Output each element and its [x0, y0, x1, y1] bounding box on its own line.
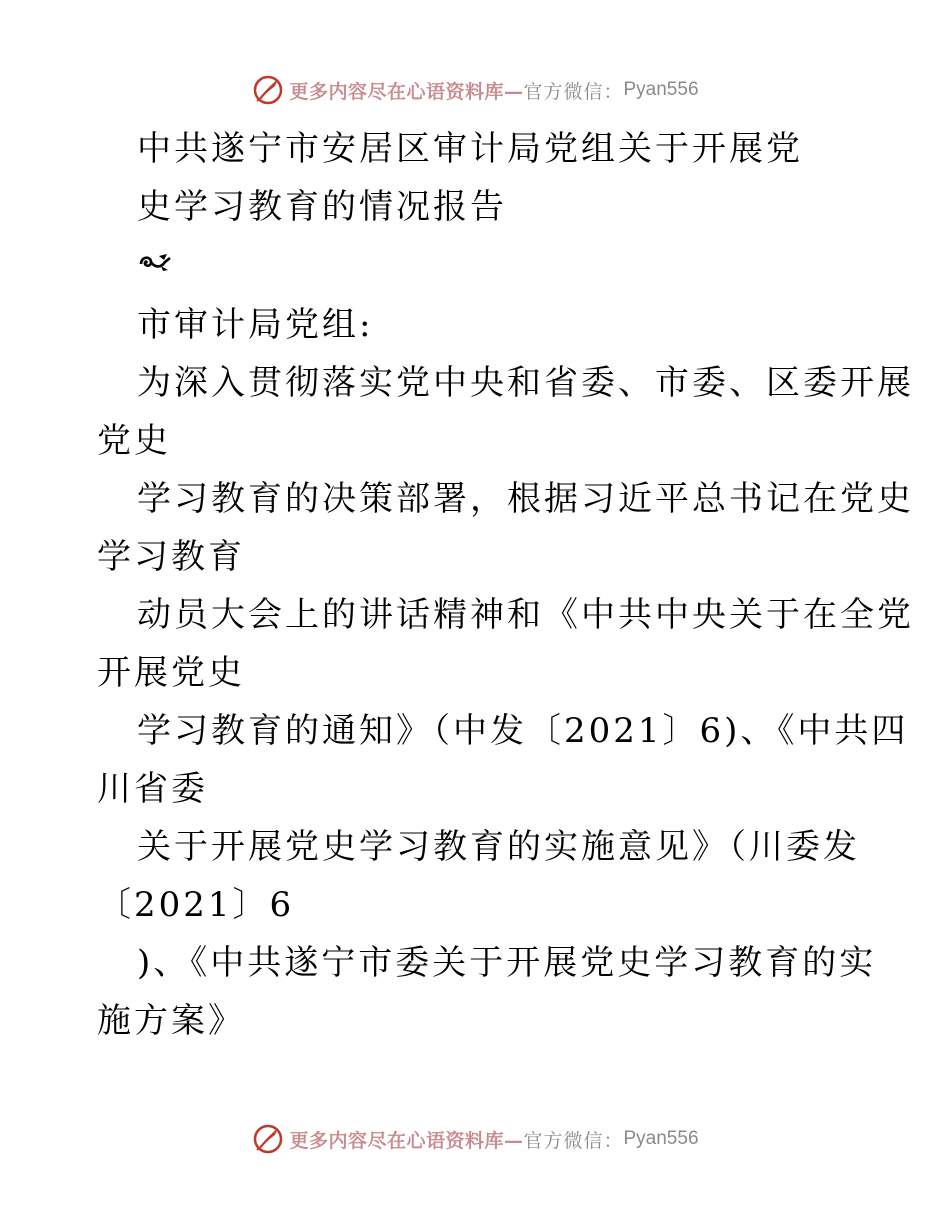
- body-line: 党史: [97, 421, 171, 461]
- body-line: 施方案》: [97, 1001, 245, 1041]
- body-line: 动员大会上的讲话精神和《中共中央关于在全党: [137, 595, 914, 635]
- body-line: 关于开展党史学习教育的实施意见》（川委发: [137, 827, 860, 867]
- body-line: )、《中共遂宁市委关于开展党史学习教育的实: [137, 943, 877, 983]
- watermark-wechat-id: Pyan556: [623, 79, 699, 100]
- watermark-text: 更多内容尽在心语资料库—: [289, 1129, 524, 1152]
- watermark-text: 更多内容尽在心语资料库—: [289, 80, 524, 103]
- body-line: 为深入贯彻落实党中央和省委、市委、区委开展: [137, 363, 914, 403]
- header-watermark: [0, 70, 950, 110]
- body-line: 川省委: [97, 769, 208, 809]
- decorative-flourish-icon: [137, 250, 173, 274]
- document-title-line-2: 史学习教育的情况报告: [137, 187, 507, 227]
- body-line: 学习教育的决策部署，根据习近平总书记在党史: [137, 479, 914, 519]
- quill-pen-logo-icon: [251, 73, 285, 107]
- quill-pen-logo-icon: [251, 1122, 285, 1156]
- watermark-wechat-id: Pyan556: [623, 1128, 699, 1149]
- salutation: 市审计局党组:: [137, 305, 374, 345]
- watermark-wechat-label: 官方微信：: [523, 80, 624, 103]
- document-title-line-1: 中共遂宁市安居区审计局党组关于开展党: [137, 129, 803, 169]
- body-line: 开展党史: [97, 653, 245, 693]
- watermark-wechat-label: 官方微信：: [523, 1129, 624, 1152]
- body-line: 学习教育的通知》（中发〔2021〕6)、《中共四: [137, 711, 909, 751]
- body-line: 〔2021〕6: [97, 885, 295, 925]
- body-line: 学习教育: [97, 537, 245, 577]
- footer-watermark: [0, 1119, 950, 1159]
